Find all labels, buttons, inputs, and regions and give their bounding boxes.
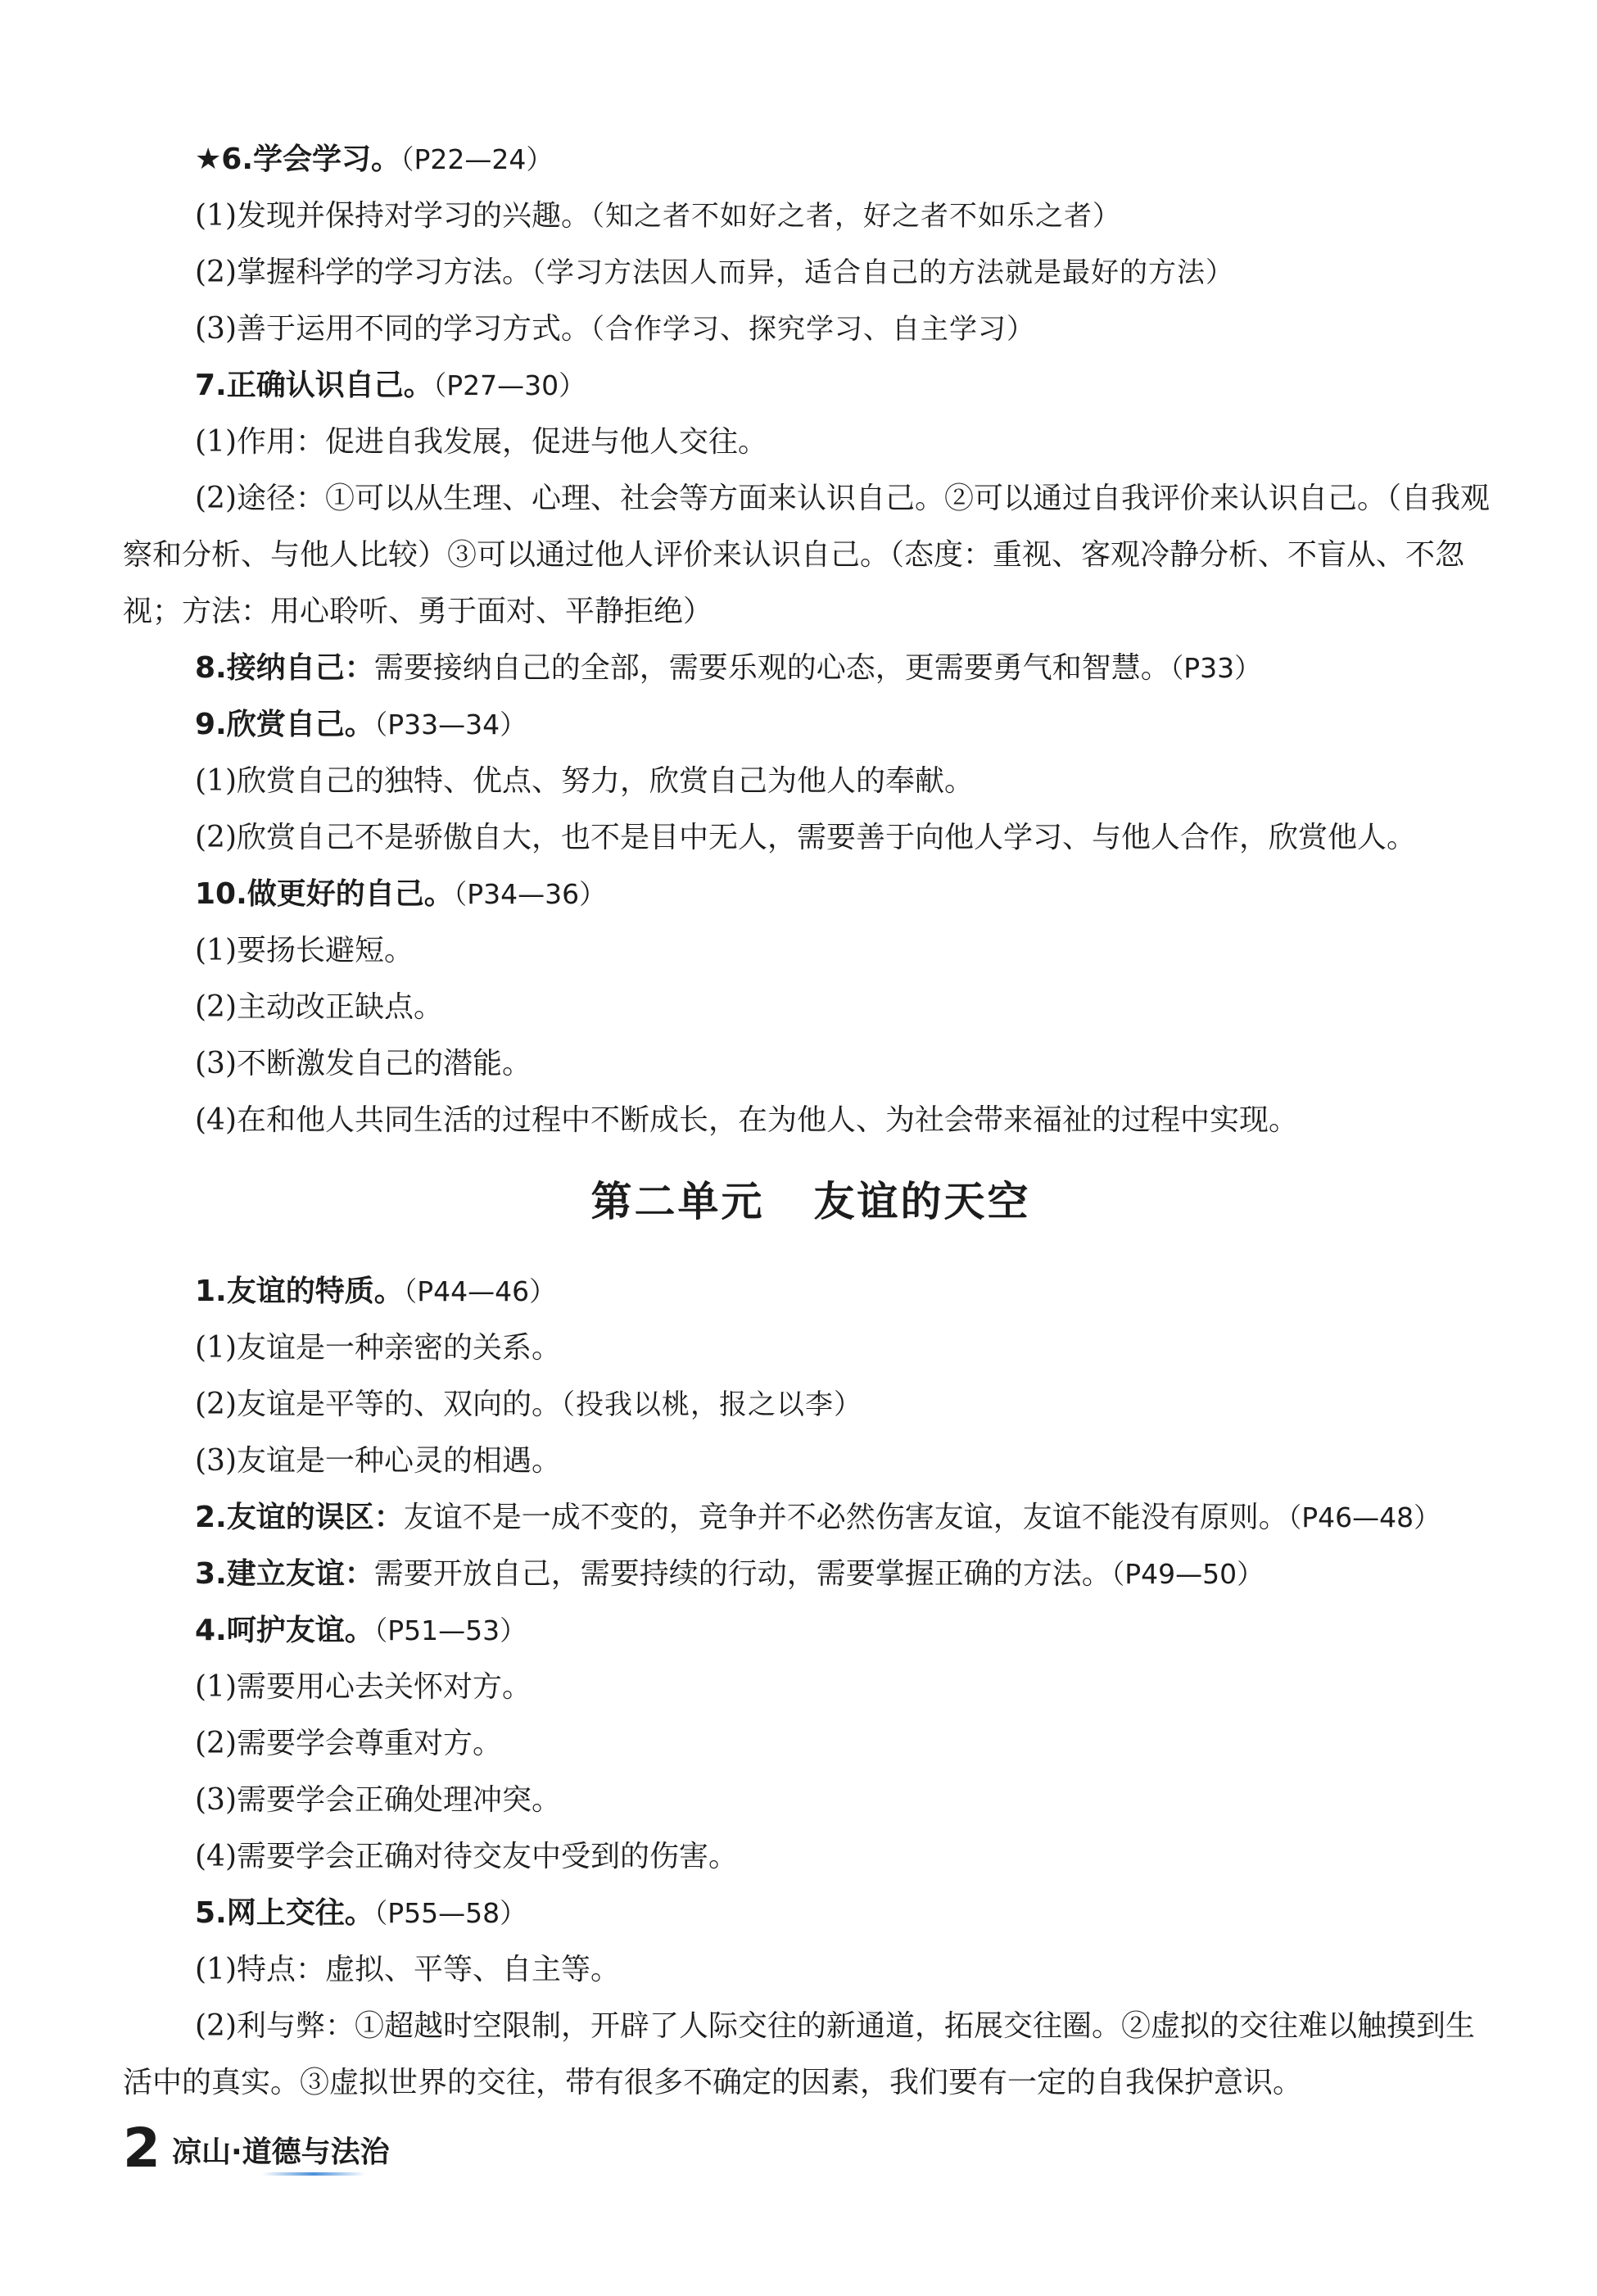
decorative-underline: [262, 2172, 365, 2176]
list-item: (4)需要学会正确对待交友中受到的伤害。: [195, 1840, 738, 1873]
list-item: (2)欣赏自己不是骄傲自大，也不是目中无人，需要善于向他人学习、与他人合作，欣赏他人。: [195, 821, 1416, 854]
list-item: (1)作用：促进自我发展，促进与他人交往。: [195, 425, 767, 459]
list-item: (2)利与弊：①超越时空限制，开辟了人际交往的新通道，拓展交往圈。②虚拟的交往难以触摸到生活中的真实。③虚拟世界的交往，带有很多不确定的因素，我们要有一定的自我保护意识。: [123, 2009, 1475, 2099]
unit-title: [123, 1157, 1499, 1247]
list-item: (2)途径：①可以从生理、心理、社会等方面来认识自己。②可以通过自我评价来认识自己。（自我观察和分析、与他人比较）③可以通过他人评价来认识自己。（态度：重视、客观冷静分析、不盲从、不忽视；方法：用心聆听、勇于面对、平静拒绝）: [123, 482, 1490, 628]
list-item: (1)特点：虚拟、平等、自主等。: [195, 1953, 620, 1986]
section-heading: 2.友谊的误区：友谊不是一成不变的，竞争并不必然伤害友谊，友谊不能没有原则。（P46—48）: [195, 1501, 1441, 1534]
list-item: (1)要扬长避短。: [195, 934, 414, 967]
unit-name: 友谊的天空: [813, 1178, 1031, 1225]
list-item: (3)善于运用不同的学习方式。（合作学习、探究学习、自主学习）: [195, 312, 1035, 346]
section-heading: 5.网上交往。（P55—58）: [195, 1896, 527, 1930]
list-item: (3)不断激发自己的潜能。: [195, 1047, 532, 1080]
section-heading: 8.接纳自己：需要接纳自己的全部，需要乐观的心态，更需要勇气和智慧。（P33）: [195, 651, 1262, 685]
section-heading: 1.友谊的特质。（P44—46）: [195, 1275, 557, 1308]
section-heading: 9.欣赏自己。（P33—34）: [195, 708, 527, 741]
list-item: (1)友谊是一种亲密的关系。: [195, 1331, 561, 1365]
section-heading: 7.正确认识自己。（P27—30）: [195, 369, 586, 402]
series-title: 凉山·道德与法治: [172, 2135, 390, 2176]
section-heading: ★6.学会学习。（P22—24）: [195, 143, 554, 176]
list-item: (3)需要学会正确处理冲突。: [195, 1783, 561, 1817]
section-heading: 4.呵护友谊。（P51—53）: [195, 1614, 527, 1647]
unit-label: 第二单元: [590, 1178, 765, 1225]
list-item: (1)欣赏自己的独特、优点、努力，欣赏自己为他人的奉献。: [195, 764, 974, 798]
list-item: (2)掌握科学的学习方法。（学习方法因人而异，适合自己的方法就是最好的方法）: [195, 256, 1234, 289]
page-number: 2: [123, 2117, 161, 2180]
page-content: [123, 131, 1499, 2111]
list-item: (2)友谊是平等的、双向的。（投我以桃，报之以李）: [195, 1388, 862, 1421]
list-item: (2)需要学会尊重对方。: [195, 1727, 502, 1760]
page-footer: [123, 2117, 390, 2180]
list-item: (2)主动改正缺点。: [195, 990, 443, 1024]
list-item: (4)在和他人共同生活的过程中不断成长，在为他人、为社会带来福祉的过程中实现。: [195, 1103, 1298, 1137]
list-item: (3)友谊是一种心灵的相遇。: [195, 1444, 561, 1478]
list-item: (1)需要用心去关怀对方。: [195, 1670, 532, 1704]
section-heading: 3.建立友谊：需要开放自己，需要持续的行动，需要掌握正确的方法。（P49—50）: [195, 1557, 1264, 1591]
list-item: (1)发现并保持对学习的兴趣。（知之者不如好之者，好之者不如乐之者）: [195, 199, 1121, 233]
section-heading: 10.做更好的自己。（P34—36）: [195, 877, 607, 911]
